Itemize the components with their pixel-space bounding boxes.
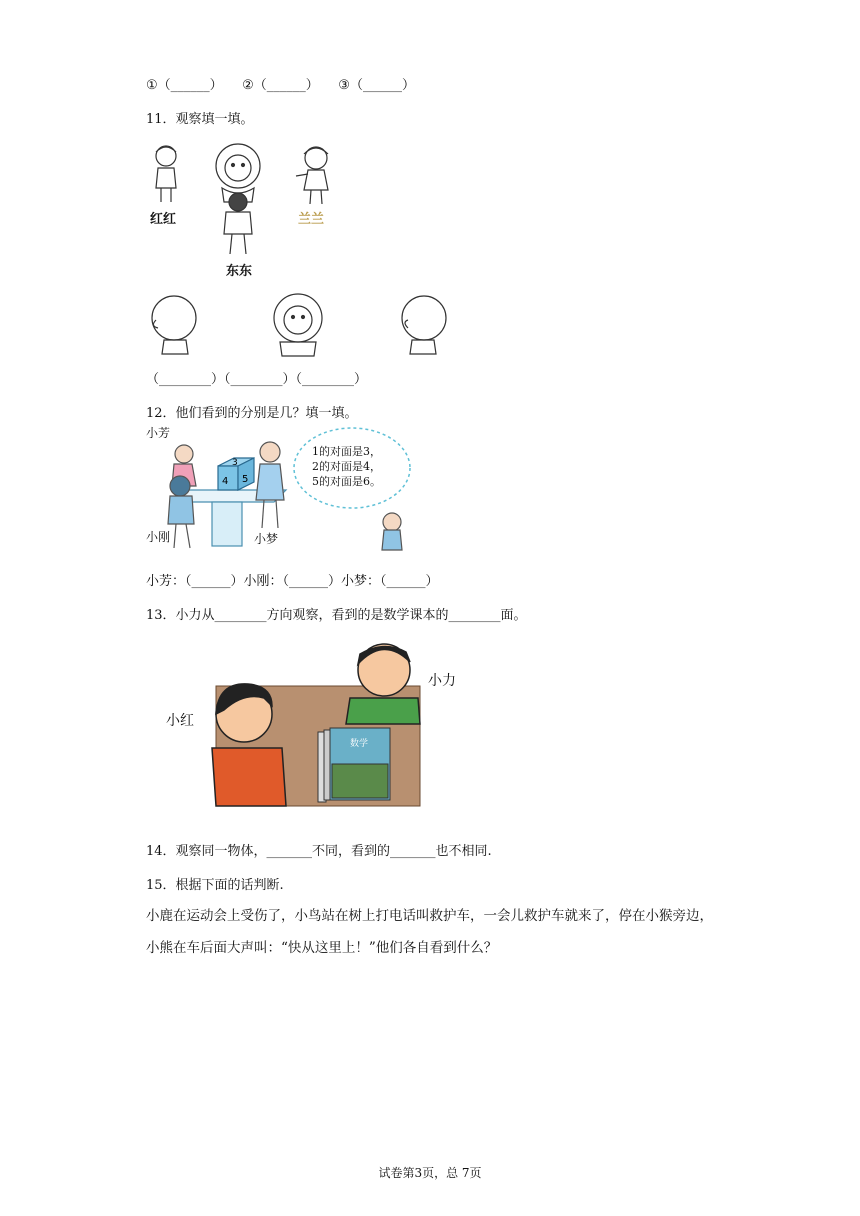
q10-answer-blanks: ①（______） ②（______） ③（______） bbox=[146, 78, 415, 93]
cube-face-front: 4 bbox=[222, 476, 229, 487]
q14-title: 14．观察同一物体，_______不同，看到的_______也不相同. bbox=[146, 844, 492, 859]
q12-title: 12．他们看到的分别是几？填一填。 bbox=[146, 406, 358, 421]
lanlan-label: 兰兰 bbox=[298, 212, 325, 227]
bubble-line-2: 2的对面是4， bbox=[312, 460, 381, 473]
xiaomeng-figure bbox=[256, 442, 284, 528]
page-footer: 试卷第3页，总 7页 bbox=[378, 1166, 482, 1180]
q13-scene-figure bbox=[160, 636, 470, 808]
bubble-line-1: 1的对面是3， bbox=[312, 445, 381, 458]
xiaogang-label: 小刚 bbox=[146, 530, 171, 544]
xiaohong-label: 小红 bbox=[166, 713, 194, 729]
lanlan-figure bbox=[296, 147, 328, 204]
q13-title: 13．小力从________方向观察，看到的是数学课本的________面。 bbox=[146, 608, 527, 623]
xiaofang-label: 小芳 bbox=[146, 426, 171, 440]
q12-scene-figure bbox=[146, 424, 416, 560]
honghong-label: 红红 bbox=[150, 212, 177, 227]
q11-answer-blanks: （________）（________）（________） bbox=[146, 372, 368, 387]
lion-front-figure bbox=[274, 294, 322, 356]
boy-speaker-figure bbox=[382, 513, 402, 550]
lion-side-right-figure bbox=[402, 296, 446, 354]
bubble-line-3: 5的对面是6。 bbox=[312, 475, 381, 488]
honghong-figure bbox=[156, 146, 176, 202]
q12-answer-line: 小芳：（______）小刚：（______）小梦：（______） bbox=[146, 574, 439, 589]
book-title: 数学 bbox=[350, 739, 369, 749]
q15-body: 小鹿在运动会上受伤了，小鸟站在树上打电话叫救护车，一会儿救护车就来了，停在小猴旁边，小熊在车后面大声叫：“快从这里上！”他们各自看到什么？ bbox=[146, 908, 713, 956]
q11-scene-figure bbox=[146, 142, 376, 282]
q11-lion-views-drawing bbox=[146, 292, 456, 360]
xiaoli-figure bbox=[346, 644, 420, 724]
cube-face-side: 5 bbox=[242, 474, 249, 485]
q13-scene-drawing bbox=[160, 636, 470, 808]
q15-title: 15．根据下面的话判断. bbox=[146, 878, 284, 893]
xiaoli-label: 小力 bbox=[428, 673, 456, 689]
dongdong-label: 东东 bbox=[226, 264, 253, 279]
xiaomeng-label: 小梦 bbox=[254, 532, 279, 546]
cube-face-top: 3 bbox=[232, 458, 238, 468]
bubble-text bbox=[312, 444, 381, 489]
q11-scene-drawing bbox=[146, 142, 376, 282]
q11-lion-views bbox=[146, 292, 456, 360]
q11-title: 11．观察填一填。 bbox=[146, 112, 254, 127]
lion-side-left-figure bbox=[152, 296, 196, 354]
xiaogang-figure bbox=[168, 476, 194, 548]
